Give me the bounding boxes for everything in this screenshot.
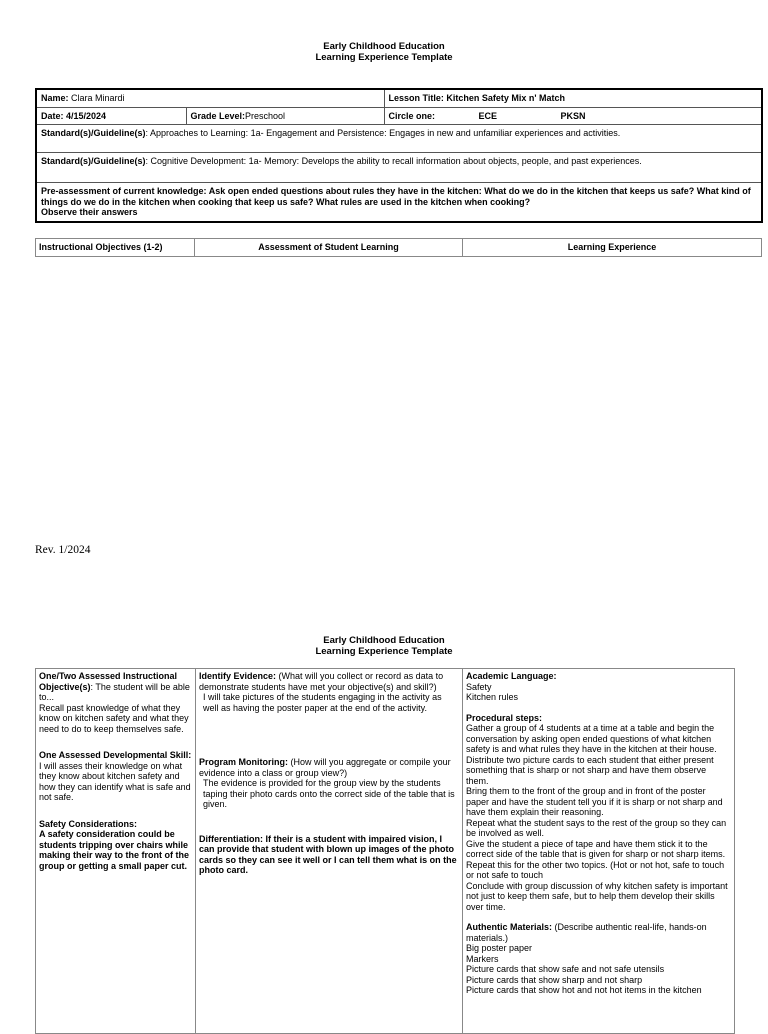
date-cell bbox=[36, 107, 186, 125]
procedural-step: Distribute two picture cards to each student that either present something that is sharp or not sharp and have them observe them. bbox=[466, 754, 714, 786]
procedural-step: Bring them to the front of the group and in front of the poster paper and have the student tell you if it is sharp or not sharp and have them explain their reasoning. bbox=[466, 786, 723, 817]
objective-intro: : The student will be able to... bbox=[39, 681, 190, 702]
grade-level-label: Grade Level: bbox=[190, 110, 246, 121]
circle-one-label: Circle one: bbox=[388, 110, 436, 121]
materials-label: Authentic Materials: bbox=[466, 922, 553, 932]
procedural-step: Repeat what the student says to the rest of the group so they can be involved as well. bbox=[466, 817, 727, 838]
safety-text: A safety consideration could be students tripping over chairs while making their way to the front of the group or getting a small paper cut. bbox=[39, 829, 190, 871]
pre-assessment-cell bbox=[36, 183, 762, 222]
procedural-step: Gather a group of 4 students at a time at a table and begin the conversation by asking open ended questions of what kitchen safety is and what rules they have in the kitchen at their house. bbox=[466, 723, 717, 754]
procedural-step: Repeat this for the other two topics. (Hot or not hot, safe to touch or not safe to touch bbox=[466, 859, 725, 880]
material-item: Picture cards that show safe and not safe utensils bbox=[466, 964, 665, 974]
lesson-title-label: Lesson Title: bbox=[388, 93, 444, 103]
page1-header bbox=[0, 41, 768, 63]
grade-level-cell bbox=[186, 107, 384, 125]
page2-header-line2: Learning Experience Template bbox=[315, 646, 453, 657]
objective-label: One/Two Assessed Instructional Objective(s) bbox=[39, 671, 178, 692]
academic-item: Safety bbox=[466, 681, 492, 692]
evidence-answer: I will take pictures of the students engaging in the activity as well as having the poster paper at the end of the activity. bbox=[203, 692, 442, 713]
standard1-cell bbox=[36, 125, 762, 153]
developmental-skill-label: One Assessed Developmental Skill: bbox=[39, 750, 192, 760]
standard2-cell bbox=[36, 153, 762, 183]
procedural-step: Give the student a piece of tape and have them stick it to the correct side of the table that is given for sharp or not sharp items. bbox=[466, 838, 726, 859]
lesson-info-table bbox=[35, 88, 763, 223]
standard1-value: : Approaches to Learning: 1a- Engagement and Persistence: Engages in new and unfamiliar experiences and activities. bbox=[145, 128, 621, 138]
learning-template-table bbox=[35, 668, 735, 1034]
safety-label: Safety Considerations: bbox=[39, 818, 138, 829]
lesson-title-cell bbox=[384, 89, 762, 107]
name-cell bbox=[36, 89, 384, 107]
standard2-label: Standard(s)/Guideline(s) bbox=[41, 156, 146, 166]
date-label: Date: bbox=[41, 110, 64, 121]
circle-one-cell bbox=[384, 107, 762, 125]
material-item: Picture cards that show hot and not hot items in the kitchen bbox=[466, 985, 702, 995]
monitoring-label: Program Monitoring: bbox=[199, 757, 288, 767]
name-label: Name: bbox=[41, 93, 69, 103]
name-value: Clara Minardi bbox=[68, 93, 125, 103]
monitoring-question: (How will you aggregate or compile your evidence into a class or group view?) bbox=[199, 757, 451, 778]
material-item: Picture cards that show sharp and not sharp bbox=[466, 974, 643, 985]
learning-experience-header: Learning Experience bbox=[463, 239, 762, 257]
material-item: Markers bbox=[466, 953, 499, 964]
assessment-header: Assessment of Student Learning bbox=[195, 239, 463, 257]
date-value: 4/15/2024 bbox=[63, 110, 107, 121]
circle-option-pksn[interactable]: PKSN bbox=[560, 110, 586, 121]
pre-assessment-text: Pre-assessment of current knowledge: Ask open ended questions about rules they have in the kitchen: What do we do in the kitchen that keeps us safe? What kind of things do we do in the kitchen when cooking that keep us safe? What rules are used in the kitchen when cooking? bbox=[41, 186, 751, 207]
materials-question: (Describe authentic real-life, hands-on materials.) bbox=[466, 922, 707, 943]
page2-header bbox=[0, 635, 768, 657]
objective-text: Recall past knowledge of what they know on kitchen safety and what they need to do to keep themselves safe. bbox=[39, 702, 189, 734]
objectives-column bbox=[36, 669, 196, 1034]
procedural-step: Conclude with group discussion of why kitchen safety is important not just to keep them safe, but to help them develop their skills over time. bbox=[466, 880, 728, 912]
circle-option-ece[interactable]: ECE bbox=[478, 110, 498, 121]
objectives-header-table bbox=[35, 238, 762, 257]
assessment-column bbox=[196, 669, 463, 1034]
standard2-value: : Cognitive Development: 1a- Memory: Develops the ability to recall information about objects, people, and past experiences. bbox=[145, 156, 642, 166]
monitoring-answer: The evidence is provided for the group view by the students taping their photo cards onto the correct side of the table that is given. bbox=[203, 778, 455, 809]
evidence-question: (What will you collect or record as data to demonstrate students have met your objective(s) and skill?) bbox=[199, 671, 444, 692]
lesson-title-value: Kitchen Safety Mix n' Match bbox=[443, 93, 566, 103]
page1-header-line1: Early Childhood Education bbox=[323, 41, 445, 52]
objectives-header: Instructional Objectives (1-2) bbox=[36, 239, 195, 257]
developmental-skill-text: I will asses their knowledge on what they know about kitchen safety and how they can identify what is safe and not safe. bbox=[39, 760, 191, 802]
differentiation-text: Differentiation: If their is a student with impaired vision, I can provide that student with blown up images of the photo cards so they can see it well or I can tell them what is on the photo card. bbox=[199, 833, 457, 875]
procedural-steps-label: Procedural steps: bbox=[466, 712, 543, 723]
material-item: Big poster paper bbox=[466, 943, 533, 953]
page1-header-line2: Learning Experience Template bbox=[315, 52, 453, 63]
pre-assessment-line2: Observe their answers bbox=[41, 207, 138, 217]
academic-language-label: Academic Language: bbox=[466, 671, 557, 681]
page2-header-line1: Early Childhood Education bbox=[323, 635, 445, 646]
standard1-label: Standard(s)/Guideline(s) bbox=[41, 128, 146, 138]
evidence-label: Identify Evidence: bbox=[199, 671, 277, 681]
academic-item: Kitchen rules bbox=[466, 692, 519, 702]
grade-level-value: Preschool bbox=[245, 110, 286, 121]
learning-experience-column bbox=[463, 669, 735, 1034]
revision-note: Rev. 1/2024 bbox=[35, 544, 91, 556]
